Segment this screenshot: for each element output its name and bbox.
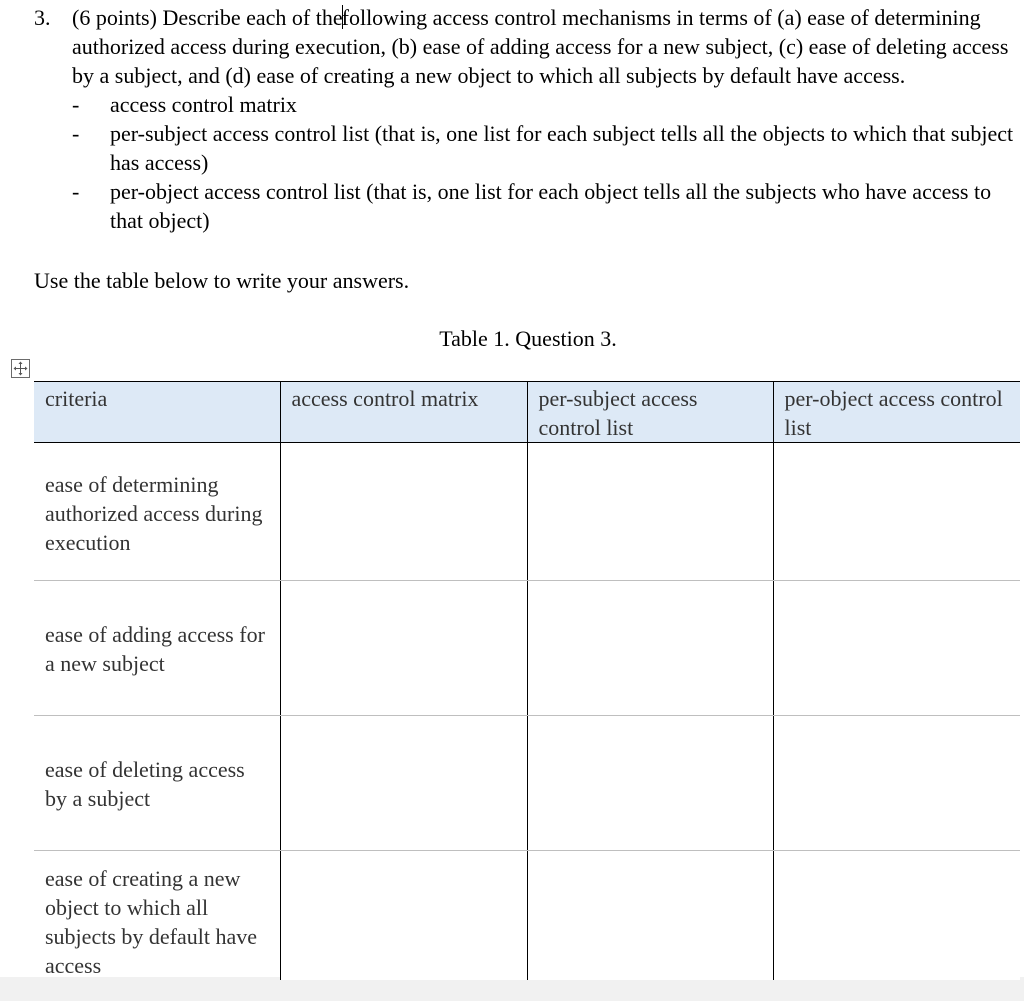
header-access-control-matrix[interactable]: access control matrix (280, 382, 527, 443)
table-row (34, 851, 1020, 981)
table-row (34, 581, 1020, 716)
table-header-row (34, 382, 1020, 443)
list-item-text: access control matrix (110, 92, 297, 117)
question-text-start: (6 points) Describe each of the (72, 5, 343, 30)
answer-table (34, 381, 1020, 980)
criteria-cell[interactable]: ease of creating a new object to which all subjects by default have access (34, 851, 280, 981)
bullet-dash: - (72, 179, 80, 204)
header-criteria[interactable]: criteria (34, 382, 280, 443)
mechanism-list (72, 90, 1014, 235)
answer-cell[interactable] (773, 716, 1020, 851)
header-per-object-acl[interactable]: per-object access control list (773, 382, 1020, 443)
move-arrows-icon (12, 360, 29, 377)
table-caption: Table 1. Question 3. (439, 326, 617, 351)
criteria-cell[interactable]: ease of adding access for a new subject (34, 581, 280, 716)
list-item (72, 90, 1014, 119)
question-block (34, 3, 1014, 235)
table-row (34, 443, 1020, 581)
answer-cell[interactable] (280, 443, 527, 581)
bullet-dash: - (72, 92, 80, 117)
answer-cell[interactable] (280, 716, 527, 851)
list-item-text: per-subject access control list (that is, one list for each subject tells all the objects to which that subject has access) (110, 121, 1014, 175)
table-row (34, 716, 1020, 851)
answer-cell[interactable] (280, 851, 527, 981)
question-text-rest: following access control mechanisms in terms of (a) ease of determining authorized access during execution, (b) ease of adding access for a new subject, (c) ease of deleting access by a subject, and (d) ease of creating a new object to which all subjects by default have access. (72, 5, 1009, 88)
list-item (72, 177, 1014, 235)
header-per-subject-acl[interactable]: per-subject access control list (527, 382, 773, 443)
answer-cell[interactable] (527, 851, 773, 981)
criteria-cell[interactable]: ease of determining authorized access during execution (34, 443, 280, 581)
answer-cell[interactable] (527, 716, 773, 851)
answer-cell[interactable] (280, 581, 527, 716)
answer-cell[interactable] (527, 581, 773, 716)
instruction-text: Use the table below to write your answers. (34, 268, 410, 293)
table-move-handle[interactable] (11, 359, 30, 378)
answer-cell[interactable] (527, 443, 773, 581)
answer-cell[interactable] (773, 851, 1020, 981)
list-item-text: per-object access control list (that is, one list for each object tells all the subjects who have access to that object) (110, 179, 992, 233)
criteria-cell[interactable]: ease of deleting access by a subject (34, 716, 280, 851)
list-item (72, 119, 1014, 177)
question-number: 3. (34, 5, 51, 30)
answer-cell[interactable] (773, 443, 1020, 581)
bullet-dash: - (72, 121, 80, 146)
question-text[interactable] (72, 3, 1014, 90)
answer-cell[interactable] (773, 581, 1020, 716)
